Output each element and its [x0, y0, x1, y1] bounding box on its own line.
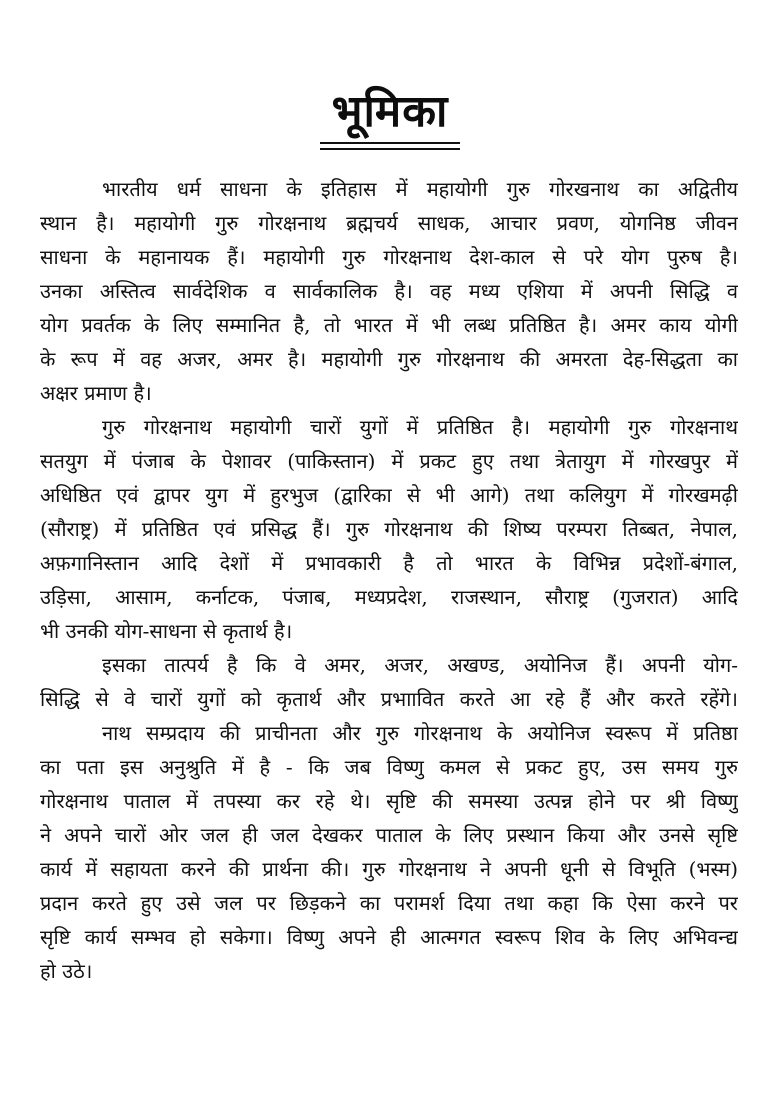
paragraph-line: सतयुग में पंजाब के पेशावर (पाकिस्तान) में प्रकट हुए तथा त्रेतायुग में गोरखपुर में: [40, 449, 738, 473]
title-double-rule: [320, 142, 460, 150]
paragraph-line: (सौराष्ट्र) में प्रतिष्ठित एवं प्रसिद्ध हैं। गुरु गोरक्षनाथ की शिष्य परम्परा तिब्बत, नेपाल,: [40, 517, 738, 541]
paragraph-line: हो उठे।: [40, 959, 93, 983]
paragraph-line: अफ़गानिस्तान आदि देशों में प्रभावकारी है तो भारत के विभिन्न प्रदेशों-बंगाल,: [40, 551, 738, 575]
paragraph-1: [40, 172, 738, 410]
paragraph-line: उड़िसा, आसाम, कर्नाटक, पंजाब, मध्यप्रदेश, राजस्थान, सौराष्ट्र (गुजरात) आदि: [40, 585, 738, 609]
paragraph-line: ने अपने चारों ओर जल ही जल देखकर पाताल के लिए प्रस्थान किया और उनसे सृष्टि: [40, 823, 738, 847]
paragraph-line: कार्य में सहायता करने की प्रार्थना की। गुरु गोरक्षनाथ ने अपनी धूनी से विभूति (भस्म): [40, 857, 738, 881]
paragraph-line: के रूप में वह अजर, अमर है। महायोगी गुरु गोरक्षनाथ की अमरता देह-सिद्धता का: [40, 347, 738, 371]
body-text: [40, 172, 738, 988]
paragraph-line: सृष्टि कार्य सम्भव हो सकेगा। विष्णु अपने ही आत्मगत स्वरूप शिव के लिए अभिवन्द्य: [40, 925, 738, 949]
paragraph-line: साधना के महानायक हैं। महायोगी गुरु गोरक्षनाथ देश-काल से परे योग पुरुष है।: [40, 245, 738, 269]
paragraph-line: योग प्रवर्तक के लिए सम्मानित है, तो भारत में भी लब्ध प्रतिष्ठित है। अमर काय योगी: [40, 313, 738, 337]
paragraph-line: का पता इस अनुश्रुति में है - कि जब विष्णु कमल से प्रकट हुए, उस समय गुरु: [40, 755, 738, 779]
paragraph-line: स्थान है। महायोगी गुरु गोरक्षनाथ ब्रह्मचर्य साधक, आचार प्रवण, योगनिष्ठ जीवन: [40, 211, 738, 235]
paragraph-line: भारतीय धर्म साधना के इतिहास में महायोगी गुरु गोरखनाथ का अद्वितीय: [102, 177, 738, 201]
page-title: भूमिका: [331, 86, 449, 137]
paragraph-line: गोरक्षनाथ पाताल में तपस्या कर रहे थे। सृष्टि की समस्या उत्पन्न होने पर श्री विष्णु: [40, 789, 738, 813]
paragraph-line: अधिष्ठित एवं द्वापर युग में हुरभुज (द्वारिका से भी आगे) तथा कलियुग में गोरखमढ़ी: [40, 483, 738, 507]
paragraph-line: उनका अस्तित्व सार्वदेशिक व सार्वकालिक है। वह मध्य एशिया में अपनी सिद्धि व: [40, 279, 738, 303]
paragraph-line: प्रदान करते हुए उसे जल पर छिड़कने का परामर्श दिया तथा कहा कि ऐसा करने पर: [40, 891, 738, 915]
paragraph-3: [40, 648, 738, 716]
paragraph-line: भी उनकी योग-साधना से कृतार्थ है।: [40, 619, 293, 643]
paragraph-line: सिद्धि से वे चारों युगों को कृतार्थ और प्रभाावित करते आ रहे हैं और करते रहेंगे।: [40, 687, 738, 711]
paragraph-line: गुरु गोरक्षनाथ महायोगी चारों युगों में प्रतिष्ठित है। महायोगी गुरु गोरक्षनाथ: [102, 415, 738, 439]
paragraph-2: [40, 410, 738, 648]
paragraph-line: नाथ सम्प्रदाय की प्राचीनता और गुरु गोरक्षनाथ के अयोनिज स्वरूप में प्रतिष्ठा: [102, 721, 738, 745]
title-block: [42, 84, 738, 150]
paragraph-line: अक्षर प्रमाण है।: [40, 381, 152, 405]
paragraph-4: [40, 716, 738, 988]
paragraph-line: इसका तात्पर्य है कि वे अमर, अजर, अखण्ड, अयोनिज हैं। अपनी योग-: [102, 653, 738, 677]
